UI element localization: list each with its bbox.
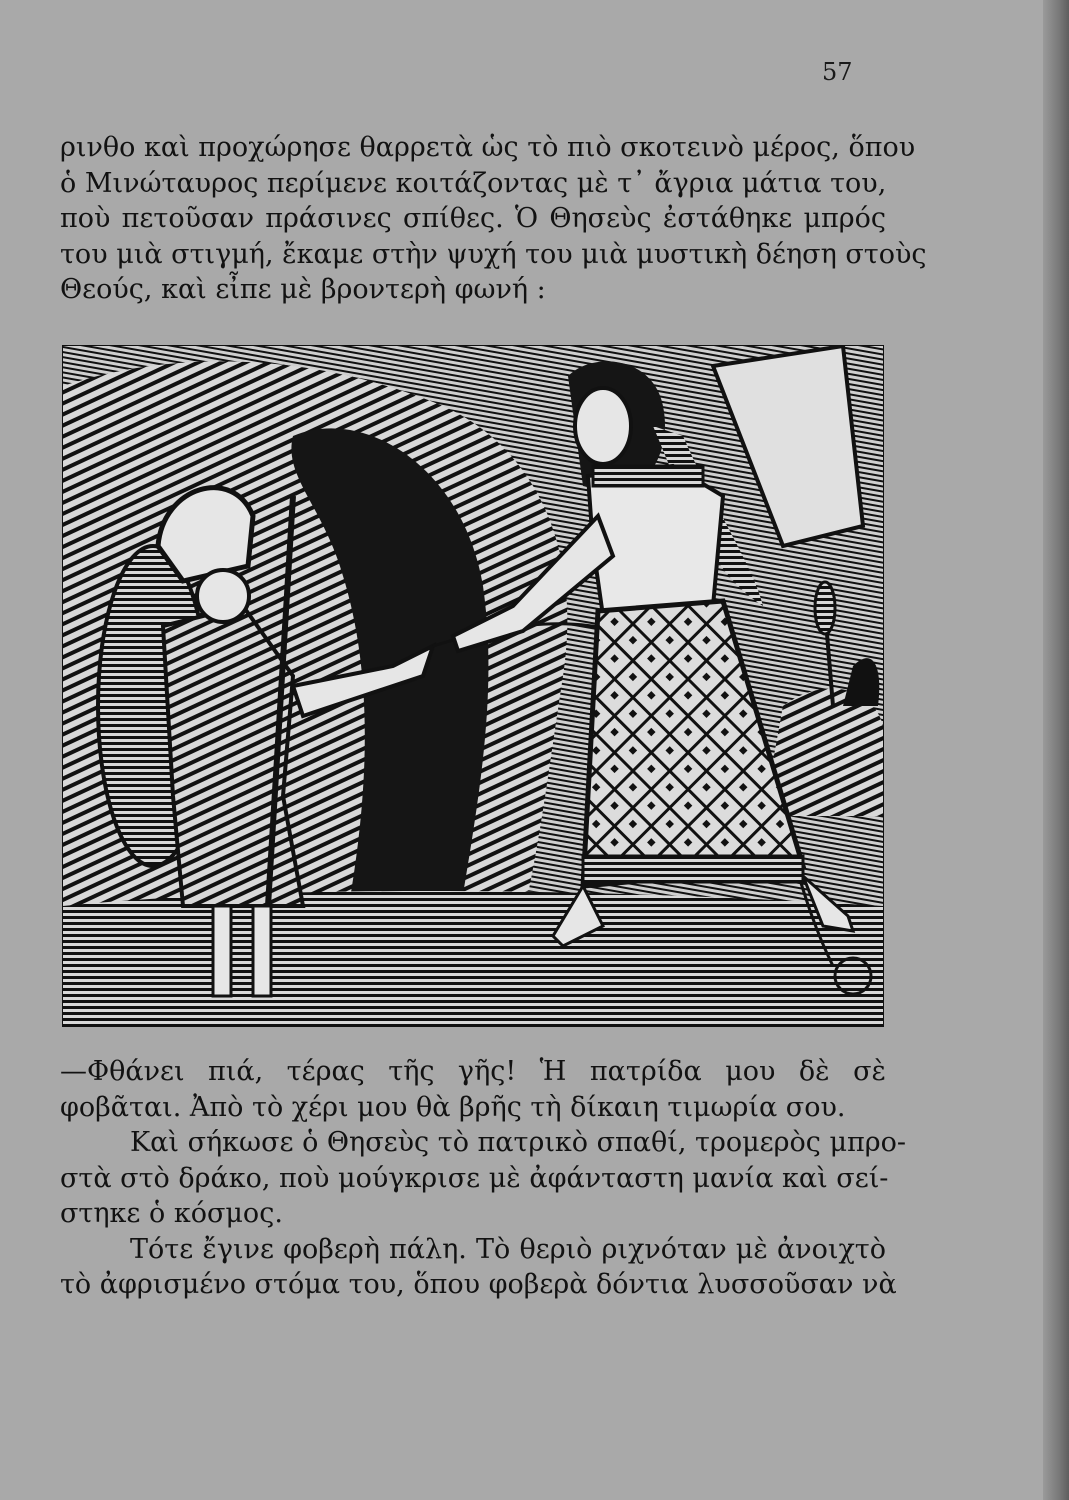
top-paragraph	[60, 130, 927, 308]
text-line: —Φθάνει πιά, τέρας τῆς γῆς! Ἡ πατρίδα μου δὲ σὲ	[60, 1056, 886, 1087]
bottom-paragraphs	[60, 1054, 907, 1303]
text-line: Καὶ σήκωσε ὁ Θησεὺς τὸ πατρικὸ σπαθί, τρομερὸς μπρο-	[130, 1127, 907, 1158]
text-line: Θεούς, καὶ εἶπε μὲ βροντερὴ φωνή :	[60, 274, 546, 305]
text-line: ρινθο καὶ προχώρησε θαρρετὰ ὡς τὸ πιὸ σκοτεινὸ μέρος, ὅπου	[60, 132, 916, 163]
page-number: 57	[822, 58, 853, 86]
text-line: του μιὰ στιγμή, ἔκαμε στὴν ψυχή του μιὰ μυστικὴ δέηση στοὺς	[60, 238, 927, 270]
text-line: Τότε ἔγινε φοβερὴ πάλη. Τὸ θεριὸ ριχνόταν μὲ ἀνοιχτὸ	[130, 1233, 886, 1265]
text-line: ὁ Μινώταυρος περίμενε κοιτάζοντας μὲ τ᾽ ἄγρια μάτια του,	[60, 167, 887, 199]
illustration-artwork	[63, 346, 883, 1026]
text-line: στὰ στὸ δράκο, ποὺ μούγκρισε μὲ ἀφάνταστη μανία καὶ σεί-	[60, 1162, 889, 1194]
page-spine-shadow	[1043, 0, 1069, 1500]
text-line: στηκε ὁ κόσμος.	[60, 1198, 283, 1229]
text-line: τὸ ἀφρισμένο στόμα του, ὅπου φοβερὰ δόντια λυσσοῦσαν νὰ	[60, 1269, 897, 1300]
text-line: φοβᾶται. Ἀπὸ τὸ χέρι μου θὰ βρῆς τὴ δίκαιη τιμωρία σου.	[60, 1091, 846, 1123]
woodcut-illustration	[62, 345, 884, 1027]
text-line: ποὺ πετοῦσαν πράσινες σπίθες. Ὁ Θησεὺς ἐστάθηκε μπρός	[60, 203, 886, 234]
